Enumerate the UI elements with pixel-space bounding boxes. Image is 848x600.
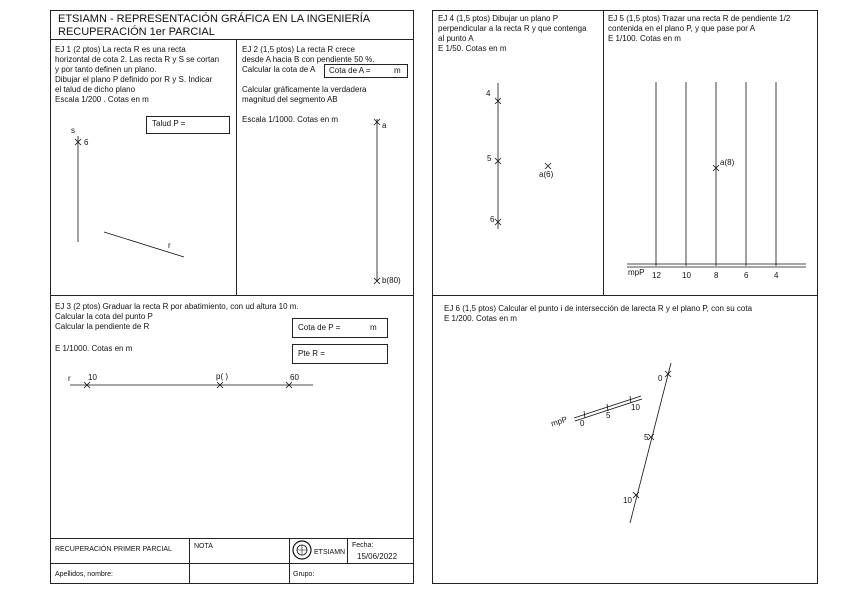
- footer-fecha-label: Fecha:: [352, 542, 374, 549]
- ej2-b-label: b(80): [382, 276, 401, 285]
- ej4-cota-5: 5: [487, 154, 492, 163]
- ej5-tick-8: 8: [714, 271, 719, 280]
- ej6-line-r: [630, 363, 671, 523]
- pte-r-label: Pte R =: [298, 349, 325, 358]
- header-title: ETSIAMN - REPRESENTACIÓN GRÁFICA EN LA INGENIERÍA: [58, 13, 371, 25]
- ej6-mp-tick-10-label: 10: [631, 403, 640, 412]
- footer-grupo: Grupo:: [293, 571, 315, 578]
- ej5-statement: EJ 5 (1,5 ptos) Trazar una recta R de pendiente 1/2 contenida en el plano P, y que pase por A E 1/100. Cotas en m: [608, 14, 791, 43]
- ej5-tick-4: 4: [774, 271, 779, 280]
- ej3-point-10: 10: [88, 373, 97, 382]
- ej6-r-tick-0: 0: [658, 374, 663, 383]
- ej6-cross-5: [648, 434, 654, 440]
- ej2-statement-2: Calcular gráficamente la verdadera magnitud del segmento AB: [242, 85, 367, 104]
- talud-label: Talud P =: [152, 119, 186, 128]
- ej5-tick-12: 12: [652, 271, 661, 280]
- ej6-mp-tick-5: [607, 404, 608, 411]
- ej6-mp-tick-0: [584, 411, 585, 418]
- ej1-line-r: [104, 232, 184, 257]
- header-subtitle: RECUPERACIÓN 1er PARCIAL: [58, 26, 215, 38]
- etsiamn-logo-icon: [293, 541, 311, 559]
- ej5-tick-6: 6: [744, 271, 749, 280]
- ej4-a-label: a(6): [539, 170, 554, 179]
- cota-p-unit: m: [370, 323, 377, 332]
- ej6-mp-tick-0-label: 0: [580, 419, 585, 428]
- ej1-s-cota: 6: [84, 138, 89, 147]
- cota-a-unit: m: [394, 66, 401, 75]
- footer-apellidos: Apellidos, nombre:: [55, 571, 113, 578]
- cota-p-label: Cota de P =: [298, 323, 341, 332]
- cota-a-label: Cota de A =: [329, 66, 371, 75]
- ej6-mp-label: mpP: [549, 414, 569, 429]
- ej3-point-p: p( ): [216, 372, 228, 381]
- ej5-mp-label: mpP: [628, 268, 645, 277]
- ej3-point-60: 60: [290, 373, 299, 382]
- ej6-mp-tick-10: [630, 396, 631, 403]
- footer-school: ETSIAMN: [314, 549, 346, 556]
- footer-fecha: 15/06/2022: [357, 552, 398, 561]
- ej6-r-tick-10: 10: [623, 496, 632, 505]
- ej3-statement: EJ 3 (2 ptos) Graduar la recta R por abatimiento, con ud altura 10 m. Calcular la cota del punto P Calcular la pendiente de R: [55, 302, 299, 331]
- ej5-a-label: a(8): [720, 158, 735, 167]
- ej4-statement: EJ 4 (1,5 ptos) Dibujar un plano P perpendicular a la recta R y que contenga al punto A E 1/50. Cotas en m: [438, 14, 587, 53]
- ej2-statement: EJ 2 (1,5 ptos) La recta R crece desde A hacia B con pendiente 50 %. Calcular la cota de A: [242, 45, 375, 74]
- ej1-r-label: r: [168, 241, 171, 250]
- ej1-s-label: s: [71, 126, 75, 135]
- footer-exam: RECUPERACIÓN PRIMER PARCIAL: [55, 546, 172, 553]
- ej6-cross-10: [633, 492, 639, 498]
- ej6-statement: EJ 6 (1,5 ptos) Calcular el punto i de intersección de larecta R y el plano P, con su cota E 1/200. Cotas en m: [444, 304, 753, 323]
- ej2-a-label: a: [382, 121, 387, 130]
- ej2-scale: Escala 1/1000. Cotas en m: [242, 115, 339, 124]
- ej6-mp-tick-5-label: 5: [606, 411, 611, 420]
- ej1-statement: EJ 1 (2 ptos) La recta R es una recta horizontal de cota 2. Las recta R y S se cortan y por tanto definen un plano. Dibujar el plano P definido por R y S. Indicar el talud de dicho plano Escala 1/200 . Cotas en m: [55, 45, 220, 104]
- ej3-r-label: r: [68, 374, 71, 383]
- ej4-cota-4: 4: [486, 89, 491, 98]
- ej4-cross-a: [545, 163, 551, 169]
- ej6-r-tick-5: 5: [644, 433, 649, 442]
- footer-nota: NOTA: [194, 543, 213, 550]
- ej5-tick-10: 10: [682, 271, 691, 280]
- ej4-cota-6: 6: [490, 215, 495, 224]
- ej3-scale: E 1/1000. Cotas en m: [55, 344, 133, 353]
